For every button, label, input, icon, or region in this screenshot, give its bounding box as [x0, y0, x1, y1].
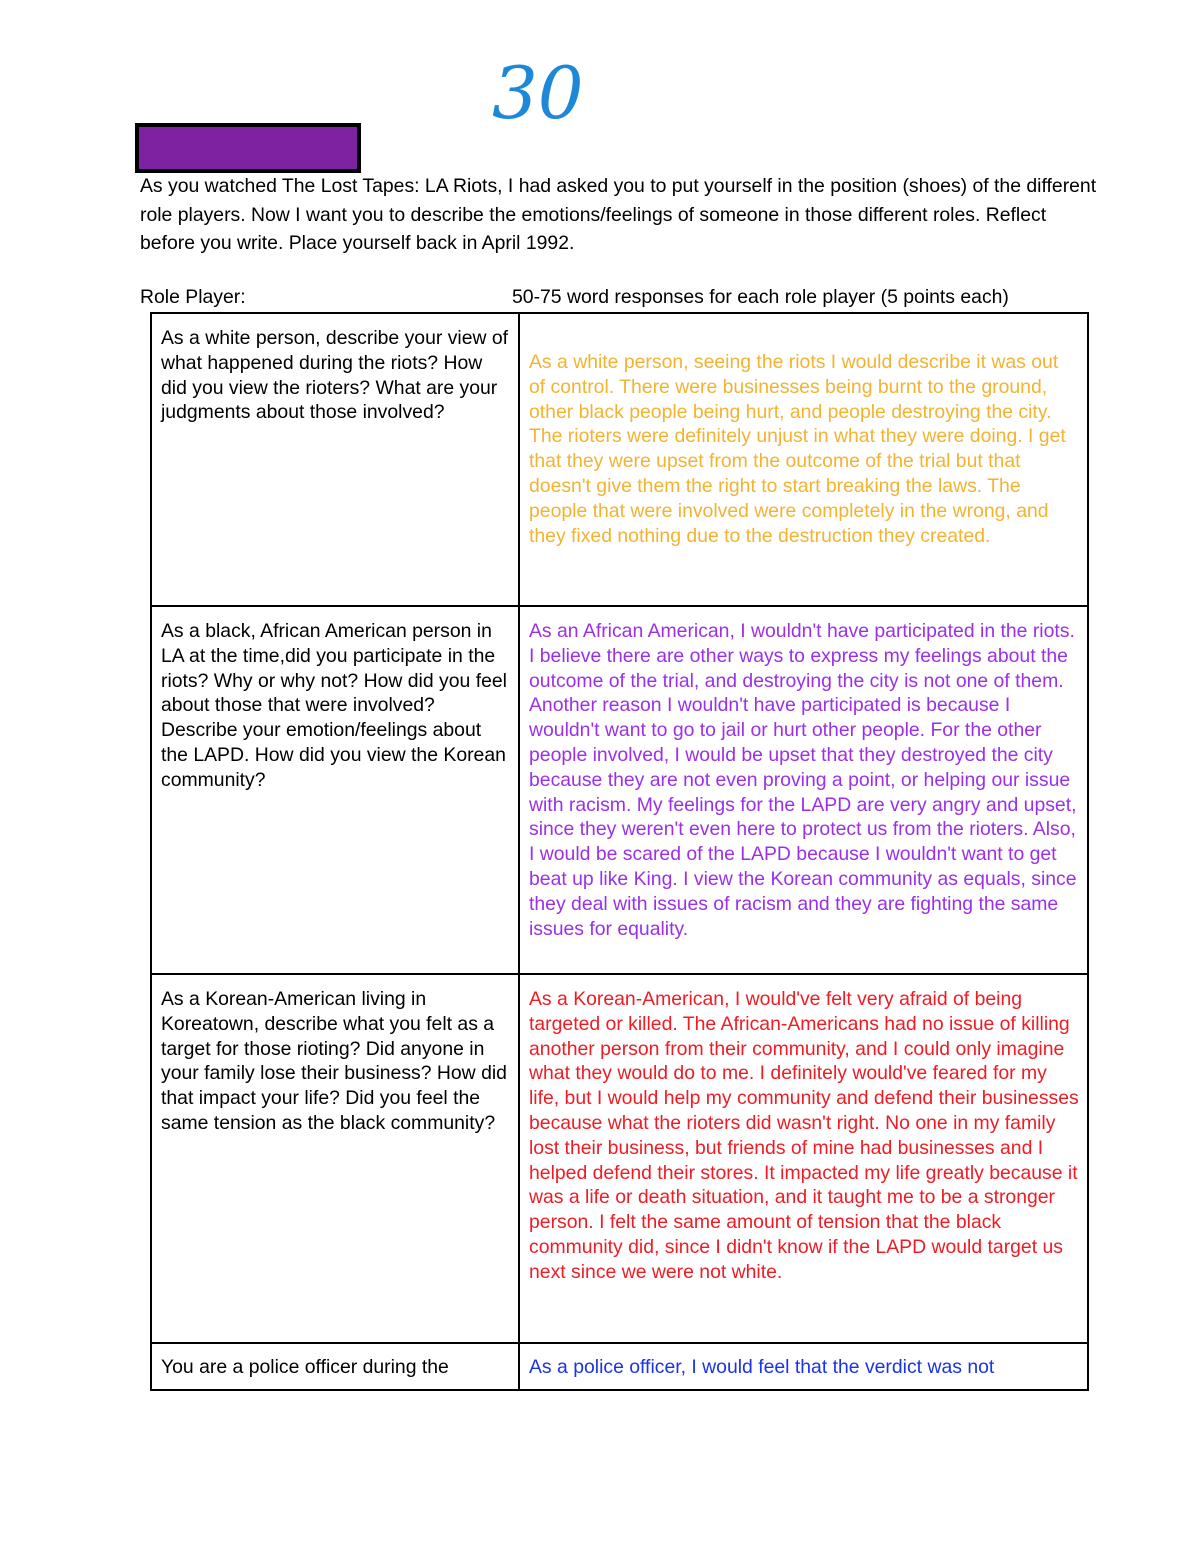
role-answer: As a Korean-American, I would've felt very afraid of being targeted or killed. The African-Americans had no issue of killing another person from their community, and I could only imagine what they would do to me. I definitely would've feared for my life, but I would help my community and defend their businesses because what the rioters did wasn't right. No one in my family lost their business, but friends of mine had businesses and I helped defend their stores. It impacted my life greatly because it was a life or death situation, and it taught me to be a stronger person. I felt the same amount of tension that the black community did, since I didn't know if the LAPD would target us next since we were not white. — [519, 974, 1088, 1343]
role-question: You are a police officer during the — [151, 1343, 519, 1390]
table-row — [151, 313, 1088, 606]
grade-score-handwritten — [488, 52, 584, 132]
svg-text:30: 30 — [492, 52, 584, 132]
role-question: As a Korean-American living in Koreatown, describe what you felt as a target for those rioting? Did anyone in your family lose their business? How did that impact your life? Did you feel the same tension as the black community? — [151, 974, 519, 1343]
role-question: As a white person, describe your view of what happened during the riots? How did you view the rioters? What are your judgments about those involved? — [151, 313, 519, 606]
table-row — [151, 606, 1088, 974]
table-row — [151, 974, 1088, 1343]
assignment-instructions: As you watched The Lost Tapes: LA Riots, I had asked you to put yourself in the position (shoes) of the different role players. Now I want you to describe the emotions/feelings of someone in those different roles. Reflect before you write. Place yourself back in April 1992. — [140, 175, 1097, 254]
role-player-table — [150, 312, 1089, 1391]
redacted-name-box — [135, 123, 361, 173]
role-answer: As a white person, seeing the riots I would describe it was out of control. There were businesses being burnt to the ground, other black people being hurt, and people destroying the city. The rioters were definitely unjust in what they were doing. I get that they were upset from the outcome of the trial but that doesn't give them the right to start breaking the laws. The people that were involved were completely in the wrong, and they fixed nothing due to the destruction they created. — [519, 313, 1088, 606]
role-answer: As a police officer, I would feel that the verdict was not — [519, 1343, 1088, 1390]
table-row — [151, 1343, 1088, 1390]
response-column-header: 50-75 word responses for each role player (5 points each) — [512, 286, 1009, 308]
role-answer: As an African American, I wouldn't have participated in the riots. I believe there are other ways to express my feelings about the outcome of the trial, and destroying the city is not one of them. Another reason I wouldn't have participated is because I wouldn't want to go to jail or hurt other people. For the other people involved, I would be upset that they destroyed the city because they are not even proving a point, or helping our issue with racism. My feelings for the LAPD are very angry and upset, since they weren't even here to protect us from the rioters. Also, I would be scared of the LAPD because I wouldn't want to get beat up like King. I view the Korean community as equals, since they deal with issues of racism and they are fighting the same issues for equality. — [519, 606, 1088, 974]
role-question: As a black, African American person in LA at the time,did you participate in the riots? Why or why not? How did you feel about those that were involved? Describe your emotion/feelings about the LAPD. How did you view the Korean community? — [151, 606, 519, 974]
role-player-column-header: Role Player: — [140, 286, 246, 308]
